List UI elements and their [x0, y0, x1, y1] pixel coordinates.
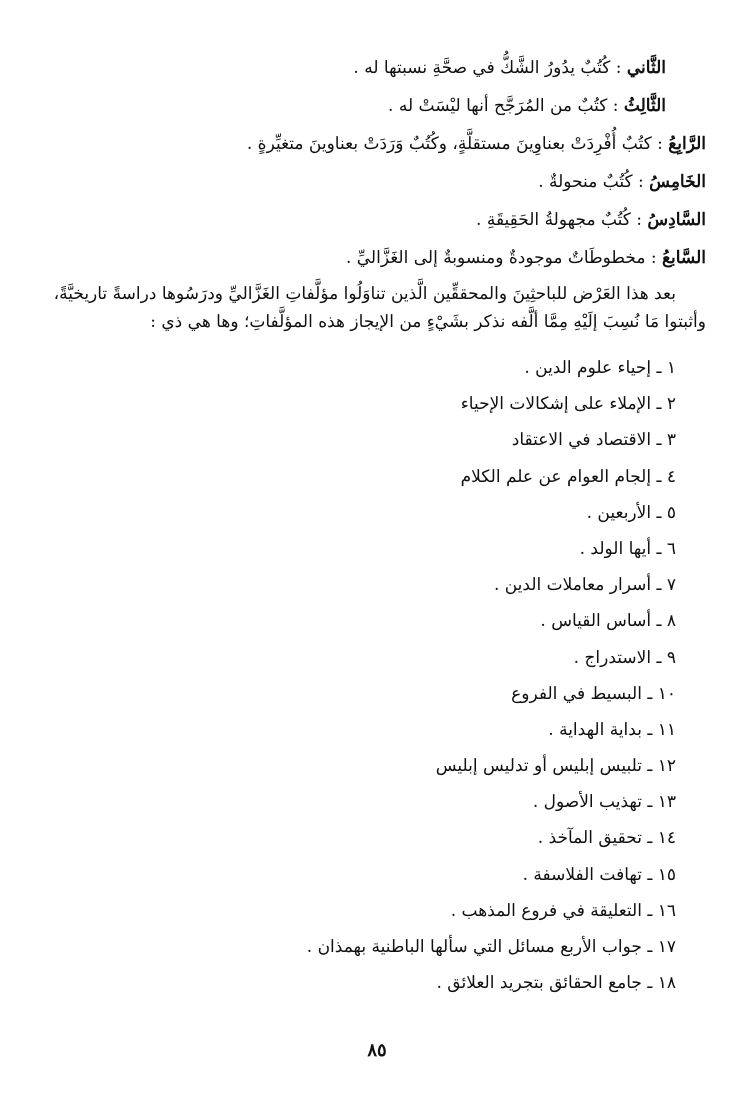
category-ordinal: الخَامِسُ: [649, 172, 706, 192]
list-item: ١٠ ـ البسيط في الفروع: [511, 683, 676, 704]
book-list: [46, 350, 676, 1001]
category-ordinal: السَّادِسُ: [647, 210, 706, 230]
category-ordinal: الثَّاني: [626, 58, 666, 78]
category-2: [46, 58, 666, 78]
category-7: [46, 248, 706, 268]
list-item: ١١ ـ بداية الهداية .: [548, 719, 676, 740]
category-ordinal: الثَّالِثُ: [623, 96, 666, 116]
list-item: ٩ ـ الاستدراج .: [573, 647, 676, 668]
list-item: ١٨ ـ جامع الحقائق بتجريد العلائق .: [436, 973, 676, 994]
list-item: ٢ ـ الإملاء على إشكالات الإحياء: [460, 394, 676, 415]
category-text: : كُتُبٌ يدُورُ الشَّكُّ في صحَّةِ نسبتها له .: [353, 58, 622, 78]
list-item: ١٤ ـ تحقيق المآخذ .: [537, 828, 676, 849]
category-text: : كُتُبٌ منحولةٌ .: [538, 172, 644, 192]
list-item: ٤ ـ إلجام العوام عن علم الكلام: [460, 466, 676, 487]
list-item: ١٥ ـ تهافت الفلاسفة .: [522, 864, 676, 885]
category-text: : كتُبٌ من المُرَجَّح أنها ليْسَتْ له .: [388, 96, 619, 116]
category-text: : مخطوطَاتٌ موجودةٌ ومنسوبةٌ إلى الغَزَّاليِّ .: [345, 248, 657, 268]
list-item: ٥ ـ الأربعين .: [586, 502, 676, 523]
intro-paragraph: [46, 280, 706, 336]
category-5: [46, 172, 706, 192]
list-item: ١ ـ إحياء علوم الدين .: [524, 358, 676, 378]
category-3: [46, 96, 666, 116]
list-item: ٧ ـ أسرار معاملات الدين .: [493, 575, 676, 596]
list-item: ١٦ ـ التعليقة في فروع المذهب .: [450, 900, 676, 921]
list-item: ١٧ ـ جواب الأربع مسائل التي سألها الباطنية بهمذان .: [306, 937, 676, 957]
list-item: ٨ ـ أساس القياس .: [540, 611, 676, 632]
category-6: [46, 210, 706, 230]
page-number: ٨٥: [367, 1040, 387, 1061]
list-item: ١٣ ـ تهذيب الأصول .: [532, 792, 676, 813]
list-item: ١٢ ـ تلبيس إبليس أو تدليس إبليس: [435, 756, 676, 777]
paragraph-line: بعد هذا العَرْض للباحثِينَ والمحققِّين الَّذين تناوَلُوا مؤلَّفاتِ الغَزَّاليِّ ودرَسُوها دراسةً تاريخيَّةً،: [53, 284, 676, 304]
category-text: : كُتُبٌ مجهولةُ الحَقِيقَةِ .: [476, 210, 643, 230]
page-body: [46, 58, 706, 1001]
category-4: [46, 134, 706, 154]
list-item: ٦ ـ أيها الولد .: [579, 538, 676, 559]
paragraph-line: وأثبتوا مَا نُسِبَ إلَيْهِ مِمَّا ألَّفه نذكر بشَيْءٍ من الإيجاز هذه المؤلَّفاتِ؛ وها هي ذي :: [150, 312, 706, 332]
category-text: : كتُبٌ أُفْرِدَتْ بعناوِينَ مستقلَّةٍ، وكُتُبٌ وَرَدَتْ بعناوينَ متغيِّرةٍ .: [246, 134, 663, 154]
category-ordinal: الرَّابِعُ: [668, 134, 706, 154]
list-item: ٣ ـ الاقتصاد في الاعتقاد: [511, 430, 676, 451]
category-ordinal: السَّابعُ: [661, 248, 706, 268]
